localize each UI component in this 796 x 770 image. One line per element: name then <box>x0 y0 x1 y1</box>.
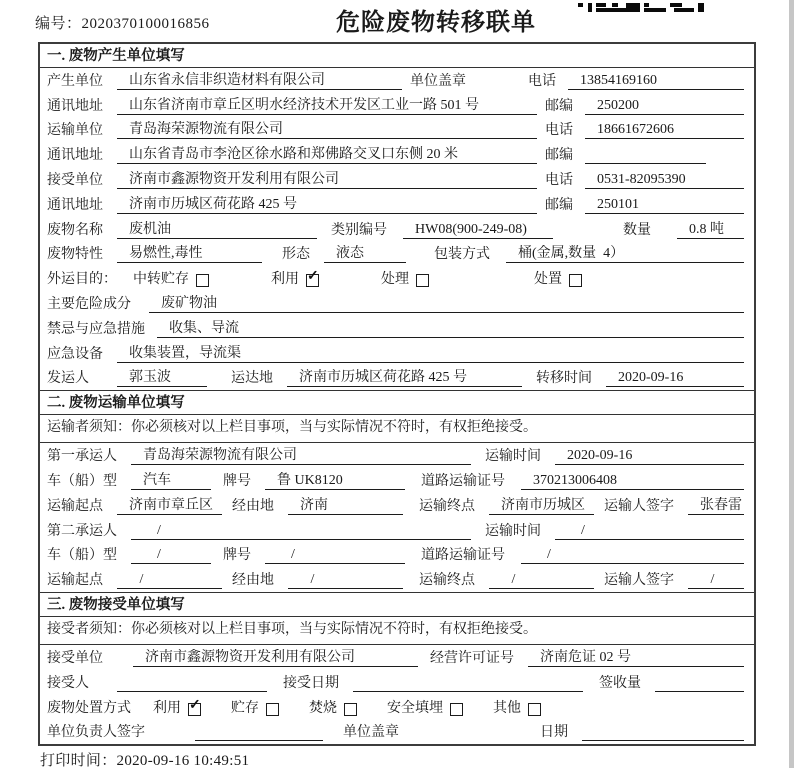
field-label: 经由地 <box>232 498 274 514</box>
checkbox-icon <box>416 274 429 287</box>
field-value: / <box>131 522 471 540</box>
document-number-label: 编号： <box>35 16 82 32</box>
field-value: 0.8 吨 <box>677 221 744 239</box>
field-label: 单位负责人签字 <box>47 725 145 741</box>
field-label: 经由地 <box>232 573 274 589</box>
section-notice-row <box>40 617 754 645</box>
field-label: 运输人签字 <box>604 498 674 514</box>
checkbox-label: 处理 <box>381 272 409 288</box>
field-value: 13854169160 <box>568 72 744 90</box>
field-label: 通讯地址 <box>47 148 103 164</box>
form-row <box>40 645 754 670</box>
field-label: 外运目的： <box>47 272 117 288</box>
form-row <box>40 720 754 745</box>
field-value: 废机油 <box>117 221 317 239</box>
print-time-label: 打印时间： <box>40 753 117 769</box>
field-value: 济南 <box>288 497 403 515</box>
field-label: 单位盖章 <box>410 73 466 89</box>
document-number-value: 2020370100016856 <box>81 16 210 32</box>
field-label: 运输时间 <box>485 523 541 539</box>
checkbox-label: 其他 <box>493 700 521 716</box>
field-label: 单位盖章 <box>343 725 399 741</box>
form-row <box>40 217 754 242</box>
form-row <box>40 316 754 341</box>
checkbox-checked-icon <box>188 697 201 716</box>
field-value: 鲁 UK8120 <box>265 472 405 490</box>
field-label: 邮编 <box>545 197 573 213</box>
checkbox-field <box>387 700 463 717</box>
field-value: 济南市鑫源物资开发利用有限公司 <box>133 649 418 667</box>
field-value <box>582 724 744 741</box>
form-row <box>40 242 754 267</box>
form-row <box>40 291 754 316</box>
field-label: 包装方式 <box>434 247 490 263</box>
field-value <box>353 675 583 692</box>
field-label: 转移时间 <box>536 371 592 387</box>
checkbox-label: 安全填埋 <box>387 700 443 716</box>
field-value: / <box>489 571 594 589</box>
field-value: 250200 <box>585 97 744 115</box>
field-label: 主要危险成分 <box>47 296 131 312</box>
field-label: 牌号 <box>223 473 251 489</box>
field-value: 0531-82095390 <box>585 171 744 189</box>
field-value <box>117 675 267 692</box>
form-row <box>40 266 754 291</box>
checkbox-field <box>309 700 357 717</box>
field-value: 济南市鑫源物资开发利用有限公司 <box>117 171 537 189</box>
field-value: / <box>131 546 211 564</box>
checkbox-icon <box>450 703 463 716</box>
checkbox-field <box>534 271 582 288</box>
field-label: 运输时间 <box>485 449 541 465</box>
field-label: 类别编号 <box>331 222 387 238</box>
form-section-3 <box>40 592 754 744</box>
field-label: 电话 <box>545 172 573 188</box>
checkbox-label: 中转贮存 <box>133 272 189 288</box>
field-value: 济南市章丘区 <box>117 497 222 515</box>
field-value: 收集装置，导流渠 <box>117 345 744 363</box>
checkbox-field <box>231 700 279 717</box>
field-value: 济南危证 02 号 <box>528 649 744 667</box>
field-label: 道路运输证号 <box>421 548 505 564</box>
checkbox-label: 处置 <box>534 272 562 288</box>
field-value: 山东省济南市章丘区明水经济技术开发区工业一路 501 号 <box>117 97 537 115</box>
field-label: 应急设备 <box>47 346 103 362</box>
field-value: 2020-09-16 <box>606 369 744 387</box>
section-title: 二. 废物运输单位填写 <box>40 391 754 415</box>
field-label: 第一承运人 <box>47 449 117 465</box>
checkbox-icon <box>344 703 357 716</box>
field-value: 济南市历城区荷花路 425 号 <box>117 196 537 214</box>
field-label: 运输终点 <box>419 573 475 589</box>
form-row <box>40 68 754 93</box>
checkbox-field <box>133 271 209 288</box>
form-row <box>40 543 754 568</box>
section-title: 一. 废物产生单位填写 <box>40 44 754 68</box>
field-label: 道路运输证号 <box>421 473 505 489</box>
form-row <box>40 468 754 493</box>
field-label: 运输单位 <box>47 123 103 139</box>
form-row <box>40 167 754 192</box>
form-row <box>40 366 754 391</box>
field-value: / <box>555 522 744 540</box>
field-label: 日期 <box>540 725 568 741</box>
field-value: 青岛海荣源物流有限公司 <box>117 121 537 139</box>
checkbox-icon <box>196 274 209 287</box>
field-label: 产生单位 <box>47 73 103 89</box>
field-label: 运输起点 <box>47 573 103 589</box>
field-value: 液态 <box>324 245 406 263</box>
field-value: 250101 <box>585 196 744 214</box>
checkbox-label: 贮存 <box>231 700 259 716</box>
field-label: 接受人 <box>47 675 89 691</box>
field-value: 370213006408 <box>521 472 744 490</box>
field-value: 济南市历城区荷花路 425 号 <box>287 369 522 387</box>
field-value: / <box>521 546 744 564</box>
checkbox-label: 利用 <box>271 272 299 288</box>
form-row <box>40 341 754 366</box>
section-notice-row <box>40 415 754 443</box>
field-value: / <box>688 571 744 589</box>
field-label: 形态 <box>282 247 310 263</box>
field-label: 废物处置方式 <box>47 700 131 716</box>
checkbox-field <box>153 697 201 717</box>
checkbox-icon <box>569 274 582 287</box>
form-row <box>40 695 754 720</box>
field-label: 废物特性 <box>47 247 103 263</box>
field-value <box>195 724 323 741</box>
field-label: 接受日期 <box>283 675 339 691</box>
field-label: 接受单位 <box>47 172 103 188</box>
field-value: / <box>265 546 405 564</box>
field-value: 张春雷 <box>688 497 744 515</box>
print-time <box>40 749 249 770</box>
field-value: 易燃性,毒性 <box>117 245 262 263</box>
notice-text: 运输者须知：你必须核对以上栏目事项，当与实际情况不符时，有权拒绝接受。 <box>47 420 537 436</box>
field-value: 山东省永信非织造材料有限公司 <box>117 72 402 90</box>
page-title: 危险废物转移联单 <box>336 10 536 36</box>
field-label: 运达地 <box>231 371 273 387</box>
field-value: 桶(金属,数量 4） <box>506 245 744 263</box>
form-row <box>40 93 754 118</box>
field-value: 废矿物油 <box>149 295 744 313</box>
field-value: 收集、导流 <box>157 320 744 338</box>
field-label: 运输起点 <box>47 498 103 514</box>
field-label: 数量 <box>623 222 651 238</box>
form-row <box>40 670 754 695</box>
form-row <box>40 142 754 167</box>
print-time-value: 2020-09-16 10:49:51 <box>116 753 250 769</box>
checkbox-field <box>271 271 319 288</box>
field-value: 郭玉波 <box>117 369 207 387</box>
field-label: 牌号 <box>223 548 251 564</box>
checkbox-field <box>381 271 429 288</box>
field-label: 车（船）型 <box>47 548 117 564</box>
checkbox-checked-icon <box>306 269 319 287</box>
notice-text: 接受者须知：你必须核对以上栏目事项，当与实际情况不符时，有权拒绝接受。 <box>47 622 537 638</box>
field-value: 2020-09-16 <box>555 447 744 465</box>
field-label: 邮编 <box>545 98 573 114</box>
manifest-form <box>38 42 756 746</box>
field-label: 废物名称 <box>47 222 103 238</box>
checkbox-label: 焚烧 <box>309 700 337 716</box>
field-label: 禁忌与应急措施 <box>47 321 145 337</box>
field-label: 电话 <box>528 73 556 89</box>
field-label: 运输人签字 <box>604 573 674 589</box>
field-value: 汽车 <box>131 472 211 490</box>
field-value: / <box>288 571 403 589</box>
check-mark-icon: ✓ <box>189 697 201 713</box>
form-section-1 <box>40 44 754 390</box>
field-label: 运输终点 <box>419 498 475 514</box>
form-row <box>40 118 754 143</box>
field-label: 发运人 <box>47 371 89 387</box>
check-mark-icon: ✓ <box>307 269 319 285</box>
checkbox-field <box>493 700 541 717</box>
field-label: 车（船）型 <box>47 473 117 489</box>
field-value <box>585 147 706 164</box>
field-label: 通讯地址 <box>47 197 103 213</box>
form-section-2 <box>40 390 754 592</box>
field-label: 经营许可证号 <box>430 650 514 666</box>
field-value: 济南市历城区 <box>489 497 594 515</box>
field-value <box>655 675 744 692</box>
field-label: 接受单位 <box>47 650 103 666</box>
field-value: 青岛海荣源物流有限公司 <box>131 447 471 465</box>
form-row <box>40 443 754 468</box>
field-value: / <box>117 571 222 589</box>
field-value: 18661672606 <box>585 121 744 139</box>
vertical-scrollbar[interactable] <box>789 0 794 768</box>
form-row <box>40 567 754 592</box>
form-row <box>40 192 754 217</box>
field-value: 山东省青岛市李沧区徐水路和郑佛路交叉口东侧 20 米 <box>117 146 537 164</box>
qr-code-fragment-icon <box>578 0 710 10</box>
form-row <box>40 493 754 518</box>
field-label: 签收量 <box>599 675 641 691</box>
field-label: 邮编 <box>545 148 573 164</box>
field-value: HW08(900-249-08) <box>403 221 553 239</box>
checkbox-icon <box>528 703 541 716</box>
section-title: 三. 废物接受单位填写 <box>40 593 754 617</box>
field-label: 电话 <box>545 123 573 139</box>
checkbox-icon <box>266 703 279 716</box>
form-row <box>40 518 754 543</box>
field-label: 通讯地址 <box>47 98 103 114</box>
field-label: 第二承运人 <box>47 523 117 539</box>
checkbox-label: 利用 <box>153 700 181 716</box>
